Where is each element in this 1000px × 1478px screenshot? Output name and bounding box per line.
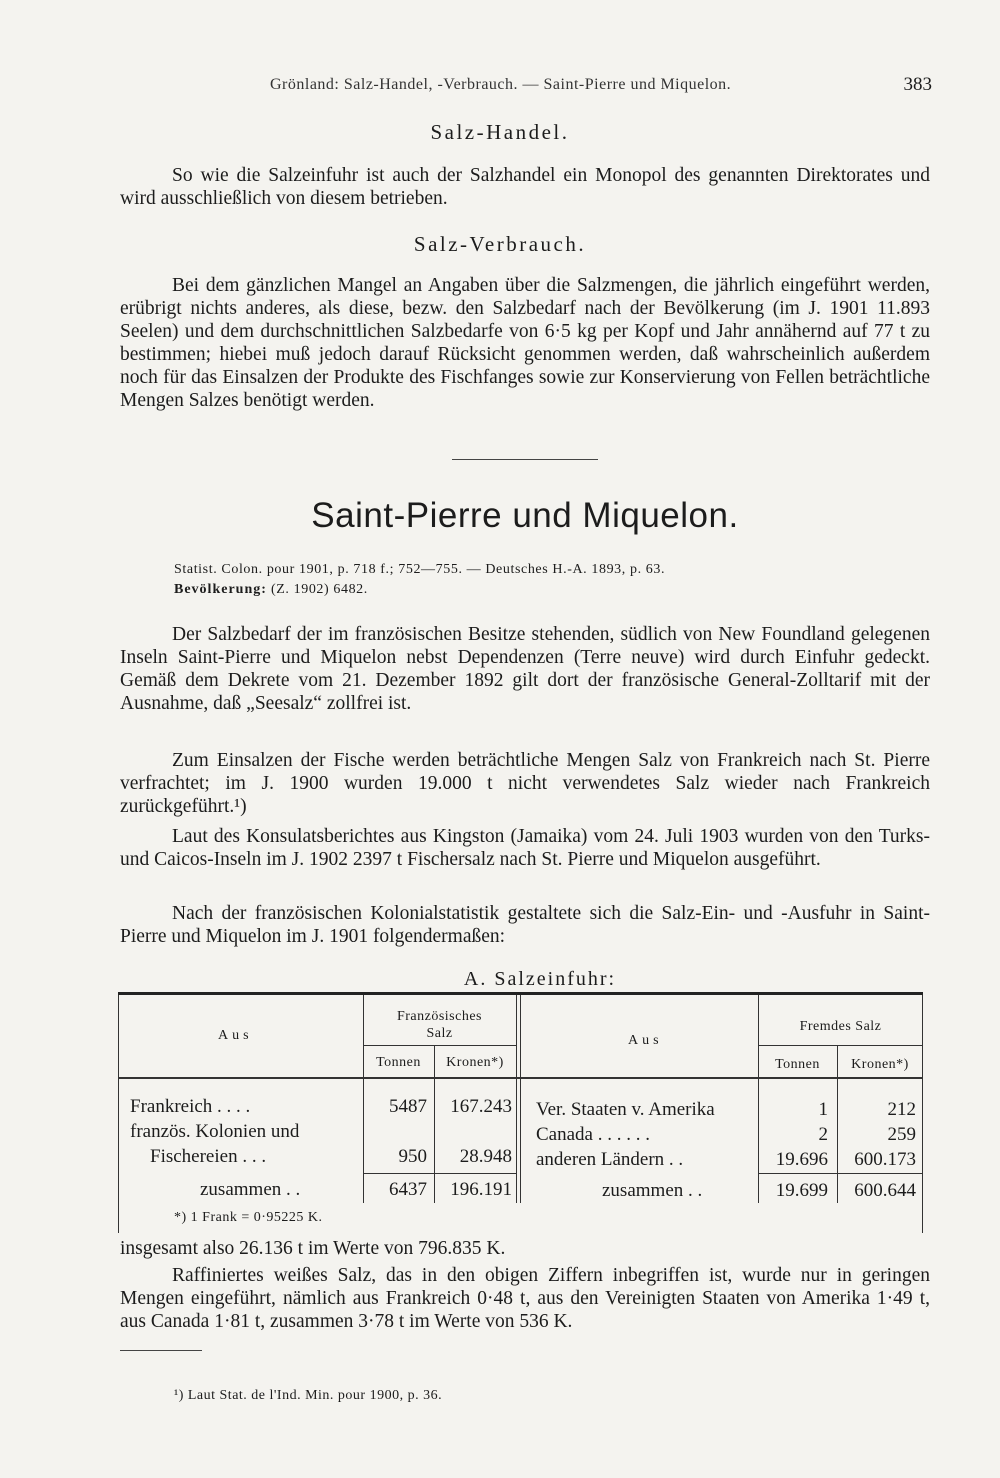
paragraph-4-text: Nach der französischen Kolonialstatistik gestaltete sich die Salz-Ein- und -Ausfuhr in Saint-Pierre und Miquelon im J. 1901 folgendermaßen: — [120, 903, 930, 947]
table-border-left — [118, 995, 119, 1233]
paragraph-salz-verbrauch-text: Bei dem gänzlichen Mangel an Angaben über die Salzmengen, die jährlich eingeführt werden, erübrigt nichts anderes, als diese, bezw. den Salzbedarf nach der Bevölkerung (im J. 1901 11.893 Seelen) und dem durchschnittlichen Salzbedarfe von 6·5 kg per Kopf und Jahr annähernd auf 77 t zu bestimmen; hiebei muß jedoch darauf Rücksicht genommen werden, daß wahrscheinlich außerdem noch für das Einsalzen der Produkte des Fischfanges sowie zur Konservierung von Fellen beträchtliche Mengen Salzes benötigt werden. — [120, 275, 930, 411]
header-tonnen-right: Tonnen — [775, 1057, 820, 1072]
row-tonnen-right: 19.696 — [775, 1149, 828, 1170]
row-kronen-right: 600.173 — [854, 1149, 916, 1170]
paragraph-3-text: Laut des Konsulatsberichtes aus Kingston (Jamaika) vom 24. Juli 1903 wurden von den Turks- und Caicos-Inseln im J. 1902 2397 t Fischersalz nach St. Pierre und Miquelon ausgeführt. — [120, 826, 930, 870]
paragraph-raffiniert — [120, 1264, 930, 1333]
row-label-left: französ. Kolonien und — [130, 1121, 300, 1142]
total-tonnen-right: 19.699 — [775, 1180, 828, 1201]
population-line — [174, 582, 368, 598]
population-value: (Z. 1902) 6482. — [271, 582, 368, 597]
population-label: Bevölkerung: — [174, 582, 267, 597]
row-tonnen-right: 1 — [818, 1099, 828, 1120]
paragraph-raffiniert-text: Raffiniertes weißes Salz, das in den obigen Ziffern inbegriffen ist, wurde nur in geringen Mengen eingeführt, nämlich aus Frankreich 0·48 t, aus den Vereinigten Staaten von Amerika 1·49 t, aus Canada 1·81 t, zusammen 3·78 t im Werte von 536 K. — [120, 1265, 930, 1332]
table-footnote: *) 1 Frank = 0·95225 K. — [174, 1210, 323, 1225]
header-franzoesisches: Französisches — [396, 1009, 483, 1024]
row-tonnen-left: 950 — [398, 1146, 427, 1167]
page-number: 383 — [903, 74, 932, 95]
row-kronen-right: 212 — [887, 1099, 916, 1120]
footnote-rule — [120, 1350, 202, 1351]
row-kronen-right: 259 — [887, 1124, 916, 1145]
row-label-left: Frankreich . . . . — [130, 1096, 251, 1117]
source-reference: Statist. Colon. pour 1901, p. 718 f.; 752—755. — Deutsches H.-A. 1893, p. 63. — [174, 562, 666, 577]
right-group-rule — [758, 1045, 923, 1046]
divider-middle-2 — [520, 995, 521, 1203]
paragraph-1-text: Der Salzbedarf der im französischen Besitze stehenden, südlich von New Foundland gelegenen Inseln Saint-Pierre und Miquelon nebst Dependenzen (Terre neuve) wird durch Einfuhr gedeckt. Gemäß dem Dekrete vom 21. Dezember 1892 gilt dort der französische General-Zolltarif mit der Ausnahme, daß „Seesalz“ zollfrei ist. — [120, 624, 930, 714]
page-footnote: ¹) Laut Stat. de l'Ind. Min. pour 1900, p. 36. — [174, 1388, 443, 1403]
running-header-title: Grönland: Salz-Handel, -Verbrauch. — Saint-Pierre und Miquelon. — [270, 76, 732, 93]
row-tonnen-left: 5487 — [389, 1096, 427, 1117]
header-kronen-right: Kronen*) — [851, 1057, 909, 1072]
right-sum-rule — [758, 1173, 923, 1174]
section-title: Saint-Pierre und Miquelon. — [311, 496, 739, 535]
row-label-right: anderen Ländern . . — [536, 1149, 684, 1170]
paragraph-salz-handel — [120, 164, 930, 210]
row-label-right: Canada . . . . . . — [536, 1124, 650, 1145]
heading-salz-handel: Salz-Handel. — [430, 120, 570, 144]
paragraph-3 — [120, 825, 930, 871]
row-tonnen-right: 2 — [818, 1124, 828, 1145]
paragraph-1 — [120, 623, 930, 715]
paragraph-salz-verbrauch — [120, 274, 930, 412]
running-header — [0, 76, 1000, 100]
row-label-left: Fischereien . . . — [150, 1146, 267, 1167]
paragraph-salz-handel-text: So wie die Salzeinfuhr ist auch der Salzhandel ein Monopol des genannten Direktorates und wird ausschließlich von diesem betrieben. — [120, 165, 930, 209]
paragraph-total — [120, 1237, 930, 1260]
row-label-right: Ver. Staaten v. Amerika — [536, 1099, 715, 1120]
header-aus-right: Aus — [628, 1033, 663, 1048]
total-kronen-right: 600.644 — [854, 1180, 916, 1201]
row-kronen-left: 167.243 — [450, 1096, 512, 1117]
paragraph-total-text: insgesamt also 26.136 t im Werte von 796.835 K. — [120, 1238, 506, 1259]
total-label-left: zusammen . . — [200, 1179, 301, 1200]
paragraph-2 — [120, 749, 930, 818]
table-title: A. Salzeinfuhr: — [463, 968, 617, 990]
total-tonnen-left: 6437 — [389, 1179, 427, 1200]
paragraph-2-text: Zum Einsalzen der Fische werden beträchtliche Mengen Salz von Frankreich nach St. Pierre verfrachtet; im J. 1900 wurden 19.000 t nicht verwendetes Salz wieder nach Frankreich zurückgeführt.¹) — [120, 750, 930, 817]
left-group-rule — [363, 1045, 516, 1046]
salzeinfuhr-table — [118, 992, 923, 1233]
heading-salz-verbrauch: Salz-Verbrauch. — [413, 232, 587, 256]
left-sum-rule — [363, 1173, 516, 1174]
header-tonnen-left: Tonnen — [376, 1055, 421, 1070]
header-fremdes-salz: Fremdes Salz — [799, 1019, 882, 1034]
row-kronen-left: 28.948 — [459, 1146, 512, 1167]
header-salz: Salz — [426, 1026, 453, 1041]
paragraph-4 — [120, 902, 930, 948]
header-aus-left: Aus — [218, 1028, 253, 1043]
header-kronen-left: Kronen*) — [446, 1055, 504, 1070]
divider-middle-1 — [516, 995, 517, 1203]
section-divider — [452, 459, 598, 460]
total-kronen-left: 196.191 — [450, 1179, 512, 1200]
total-label-right: zusammen . . — [602, 1180, 703, 1201]
